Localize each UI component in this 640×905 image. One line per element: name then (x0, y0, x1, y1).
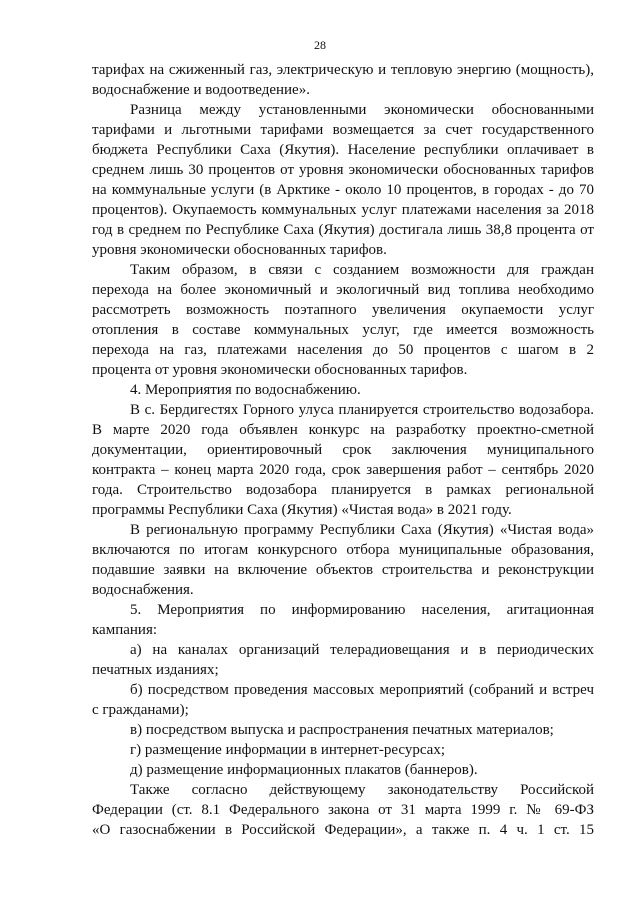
text-line: Федерации (ст. 8.1 Федерального закона от 31 марта 1999 г. № 69-ФЗ (92, 802, 594, 818)
text-line: г) размещение информации в интернет-ресурсах; (130, 742, 446, 758)
text-line: процента от уровня экономически обоснованных тарифов. (92, 362, 468, 378)
text-line: б) посредством проведения массовых мероприятий (собраний и встреч (130, 682, 594, 698)
text-line: печатных изданиях; (92, 662, 219, 678)
text-line: кампания: (92, 622, 158, 638)
page-number: 28 (314, 38, 326, 52)
text-line: среднем лишь 30 процентов от уровня экономически обоснованных тарифов (92, 162, 594, 178)
text-line: а) на каналах организаций телерадиовещания и в периодических (130, 642, 594, 658)
text-line: 5. Мероприятия по информированию населения, агитационная (130, 602, 594, 618)
text-line: Таким образом, в связи с созданием возможности для граждан (130, 262, 594, 278)
text-line: рассмотреть возможность поэтапного увеличения окупаемости услуг (92, 302, 594, 318)
text-line: процентов). Окупаемость коммунальных услуг платежами населения за 2018 (92, 202, 594, 218)
document-body (92, 60, 594, 840)
text-line: документации, ориентировочный срок заключения муниципального (92, 442, 594, 458)
text-line: отопления в составе коммунальных услуг, где имеется возможность (92, 322, 594, 338)
text-line: д) размещение информационных плакатов (баннеров). (130, 762, 478, 778)
text-line: перехода на газ, платежами населения до 50 процентов с шагом в 2 (92, 342, 594, 358)
text-line: бюджета Республики Саха (Якутия). Население республики оплачивает в (92, 142, 594, 158)
text-line: с гражданами); (92, 702, 189, 718)
text-line: в) посредством выпуска и распространения печатных материалов; (130, 722, 554, 738)
text-line: тарифах на сжиженный газ, электрическую и тепловую энергию (мощность), (92, 62, 594, 78)
text-line: уровня экономически обоснованных тарифов. (92, 242, 387, 258)
text-line: В с. Бердигестях Горного улуса планируется строительство водозабора. (130, 402, 594, 418)
text-line: год в среднем по Республике Саха (Якутия) достигала лишь 38,8 процента от (92, 222, 594, 238)
text-line: 4. Мероприятия по водоснабжению. (130, 382, 361, 398)
text-line: Разница между установленными экономически обоснованными (130, 102, 594, 118)
text-line: программы Республики Саха (Якутия) «Чистая вода» в 2021 году. (92, 502, 512, 518)
text-line: года. Строительство водозабора планируется в рамках региональной (92, 482, 594, 498)
text-line: Также согласно действующему законодательству Российской (130, 782, 594, 798)
text-line: водоснабжения. (92, 582, 194, 598)
text-line: В марте 2020 года объявлен конкурс на разработку проектно-сметной (92, 422, 594, 438)
text-line: подавшие заявки на включение объектов строительства и реконструкции (92, 562, 594, 578)
text-line: контракта – конец марта 2020 года, срок завершения работ – сентябрь 2020 (92, 462, 594, 478)
text-line: включаются по итогам конкурсного отбора муниципальные образования, (92, 542, 594, 558)
text-line: перехода на более экономичный и экологичный вид топлива необходимо (92, 282, 594, 298)
text-line: тарифами и льготными тарифами возмещается за счет государственного (92, 122, 594, 138)
text-line: В региональную программу Республики Саха (Якутия) «Чистая вода» (130, 522, 594, 538)
text-line: водоснабжение и водоотведение». (92, 82, 310, 98)
text-line: «О газоснабжении в Российской Федерации», а также п. 4 ч. 1 ст. 15 (92, 822, 594, 838)
text-line: на коммунальные услуги (в Арктике - около 10 процентов, в городах - до 70 (92, 182, 594, 198)
